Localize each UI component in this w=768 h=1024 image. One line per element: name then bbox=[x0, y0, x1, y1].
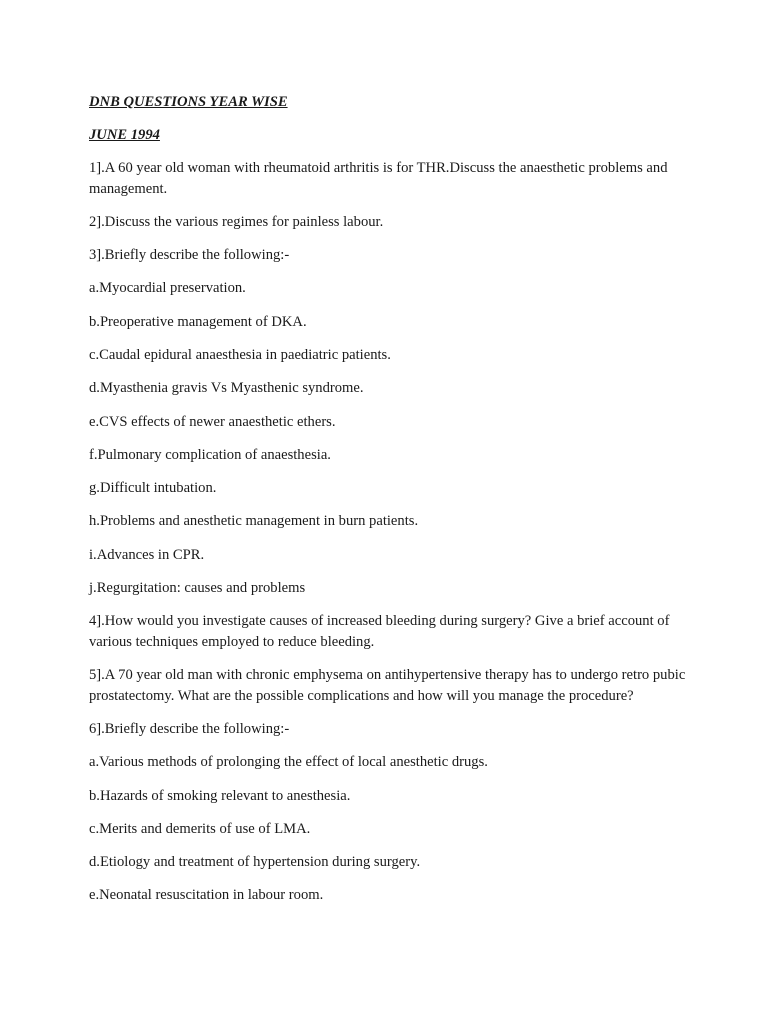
question-3a: a.Myocardial preservation. bbox=[89, 280, 246, 297]
question-3i: i.Advances in CPR. bbox=[89, 546, 205, 563]
question-3d: d.Myasthenia gravis Vs Myasthenic syndrome. bbox=[89, 380, 364, 397]
question-1: 1].A 60 year old woman with rheumatoid arthritis is for THR.Discuss the anaesthetic problems and management. bbox=[89, 160, 668, 197]
exam-date-heading: JUNE 1994 bbox=[89, 127, 160, 143]
question-3b: b.Preoperative management of DKA. bbox=[89, 313, 307, 330]
question-6e: e.Neonatal resuscitation in labour room. bbox=[89, 887, 324, 904]
question-3h: h.Problems and anesthetic management in burn patients. bbox=[89, 513, 419, 530]
question-3: 3].Briefly describe the following:- bbox=[89, 247, 290, 264]
question-3f: f.Pulmonary complication of anaesthesia. bbox=[89, 446, 331, 463]
question-3g: g.Difficult intubation. bbox=[89, 480, 217, 497]
question-5: 5].A 70 year old man with chronic emphysema on antihypertensive therapy has to undergo retro pubic prostatectomy. What are the possible complications and how will you manage the procedure? bbox=[89, 667, 686, 704]
question-6a: a.Various methods of prolonging the effect of local anesthetic drugs. bbox=[89, 754, 488, 771]
question-6d: d.Etiology and treatment of hypertension during surgery. bbox=[89, 854, 421, 871]
question-2: 2].Discuss the various regimes for painless labour. bbox=[89, 213, 384, 230]
question-list bbox=[89, 158, 708, 906]
question-6b: b.Hazards of smoking relevant to anesthesia. bbox=[89, 787, 351, 804]
question-3e: e.CVS effects of newer anaesthetic ethers. bbox=[89, 413, 336, 430]
question-4: 4].How would you investigate causes of increased bleeding during surgery? Give a brief account of various techniques employed to reduce bleeding. bbox=[89, 613, 670, 650]
question-6c: c.Merits and demerits of use of LMA. bbox=[89, 820, 311, 837]
document-title: DNB QUESTIONS YEAR WISE bbox=[89, 94, 288, 110]
question-3j: j.Regurgitation: causes and problems bbox=[89, 580, 306, 597]
question-3c: c.Caudal epidural anaesthesia in paediatric patients. bbox=[89, 346, 391, 363]
question-6: 6].Briefly describe the following:- bbox=[89, 720, 290, 737]
